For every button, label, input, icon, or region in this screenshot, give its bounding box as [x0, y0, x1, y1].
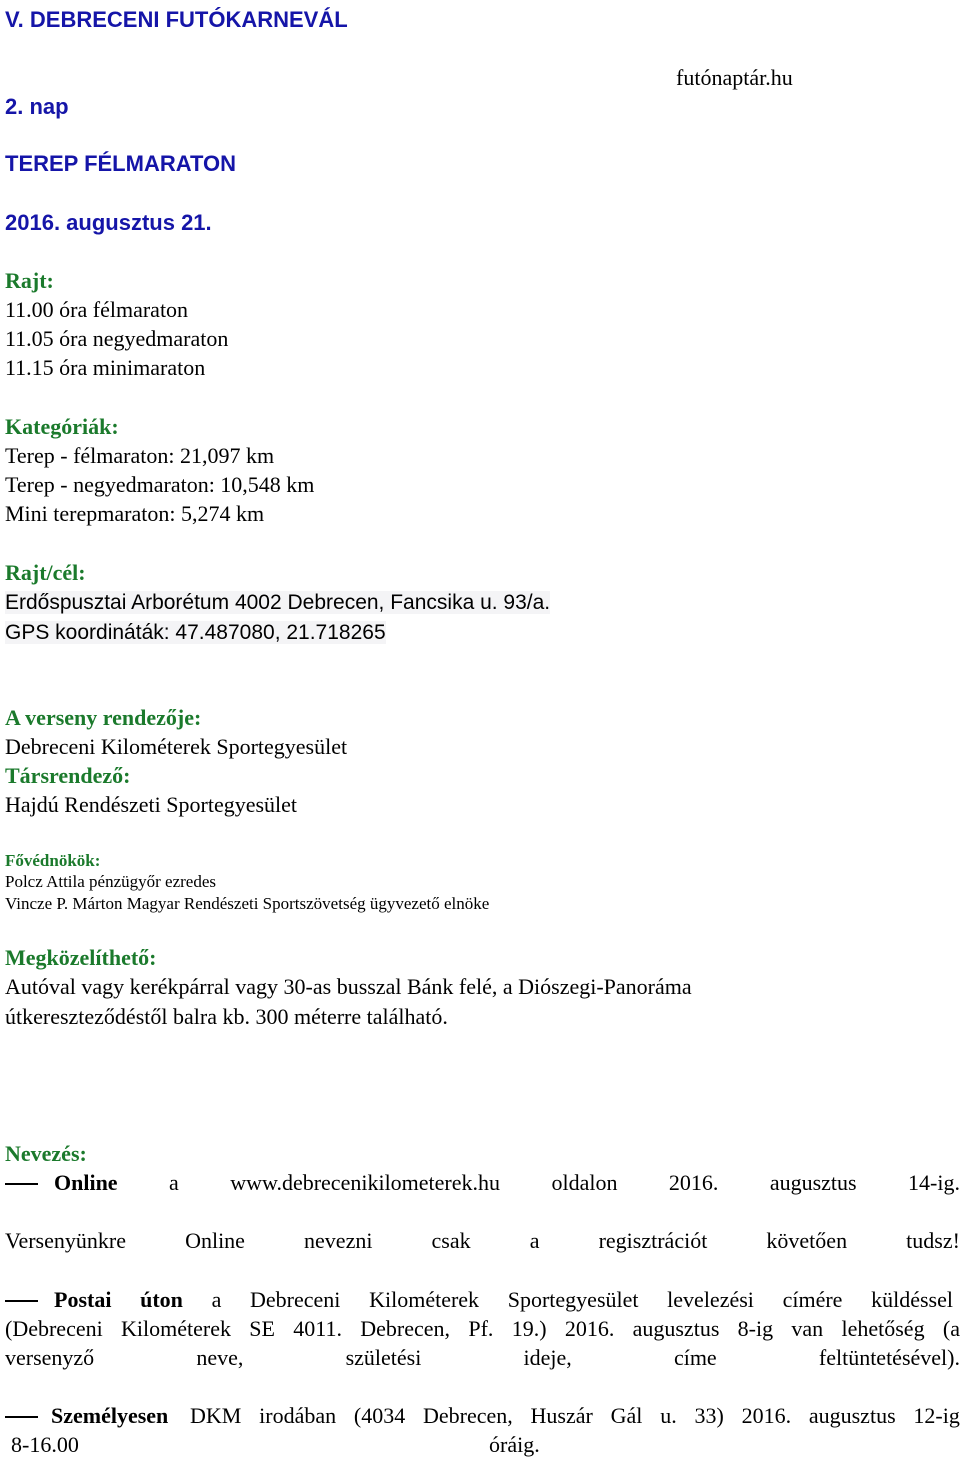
race-title: TEREP FÉLMARATON: [5, 151, 237, 176]
category-item: Mini terepmaraton: 5,274 km: [5, 501, 265, 526]
source-site: futónaptár.hu: [676, 65, 793, 90]
day-label: 2. nap: [5, 94, 69, 119]
postal-entry-lead: Postai: [5, 1289, 111, 1311]
patrons-label: Fővédnökök:: [5, 851, 101, 870]
organizer-label: A verseny rendezője:: [5, 705, 202, 730]
postal-details-line: versenyző neve, születési ideje, címe feltüntetésével).: [5, 1345, 960, 1370]
entry-website: www.debrecenikilometerek.hu: [230, 1170, 501, 1195]
personal-entry-line: DKM irodában (4034 Debrecen, Huszár Gál u. 33) 2016. augusztus 12-ig: [190, 1403, 960, 1428]
personal-entry-lead: Személyesen: [5, 1405, 168, 1427]
race-date: 2016. augusztus 21.: [5, 210, 212, 235]
postal-entry-line: Postai úton a Debreceni Kilométerek Sportegyesület levelezési címére küldéssel: [5, 1289, 953, 1311]
entry-label: Nevezés:: [5, 1141, 87, 1166]
event-title: V. DEBRECENI FUTÓKARNEVÁL: [5, 7, 348, 32]
organizer-name: Debreceni Kilométerek Sportegyesület: [5, 734, 348, 759]
bullet-dash: [5, 1416, 38, 1418]
start-item: 11.05 óra negyedmaraton: [5, 326, 229, 351]
start-item: 11.15 óra minimaraton: [5, 355, 206, 380]
co-organizer-label: Társrendező:: [5, 763, 131, 788]
category-item: Terep - negyedmaraton: 10,548 km: [5, 472, 315, 497]
bullet-dash: [5, 1183, 38, 1185]
access-text-line: Autóval vagy kerékpárral vagy 30-as busszal Bánk felé, a Diószegi-Panoráma: [5, 974, 692, 999]
start-item: 11.00 óra félmaraton: [5, 297, 189, 322]
gps-coordinates: GPS koordináták: 47.487080, 21.718265: [5, 621, 386, 644]
online-entry-lead: Online: [5, 1172, 118, 1194]
start-label: Rajt:: [5, 268, 54, 293]
access-label: Megközelíthető:: [5, 945, 157, 970]
bullet-dash: [5, 1300, 38, 1302]
categories-label: Kategóriák:: [5, 414, 119, 439]
location-label: Rajt/cél:: [5, 560, 86, 585]
online-note-line: Versenyünkre Online nevezni csak a regisztrációt követően tudsz!: [5, 1228, 960, 1253]
category-item: Terep - félmaraton: 21,097 km: [5, 443, 275, 468]
location-address: Erdőspusztai Arborétum 4002 Debrecen, Fancsika u. 93/a.: [5, 591, 551, 614]
personal-hours-end: óráig.: [489, 1432, 540, 1457]
online-entry-line: Online a www.debrecenikilometerek.hu oldalon 2016. augusztus 14-ig.: [5, 1172, 960, 1194]
postal-address-line: (Debreceni Kilométerek SE 4011. Debrecen, Pf. 19.) 2016. augusztus 8-ig van lehetőség (a: [5, 1316, 960, 1341]
co-organizer-name: Hajdú Rendészeti Sportegyesület: [5, 792, 298, 817]
access-text-line: útkereszteződéstől balra kb. 300 méterre található.: [5, 1004, 448, 1029]
personal-hours: 8-16.00: [11, 1432, 79, 1457]
patron-item: Polcz Attila pénzügyőr ezredes: [5, 872, 217, 891]
patron-item: Vincze P. Márton Magyar Rendészeti Sportszövetség ügyvezető elnöke: [5, 894, 490, 913]
